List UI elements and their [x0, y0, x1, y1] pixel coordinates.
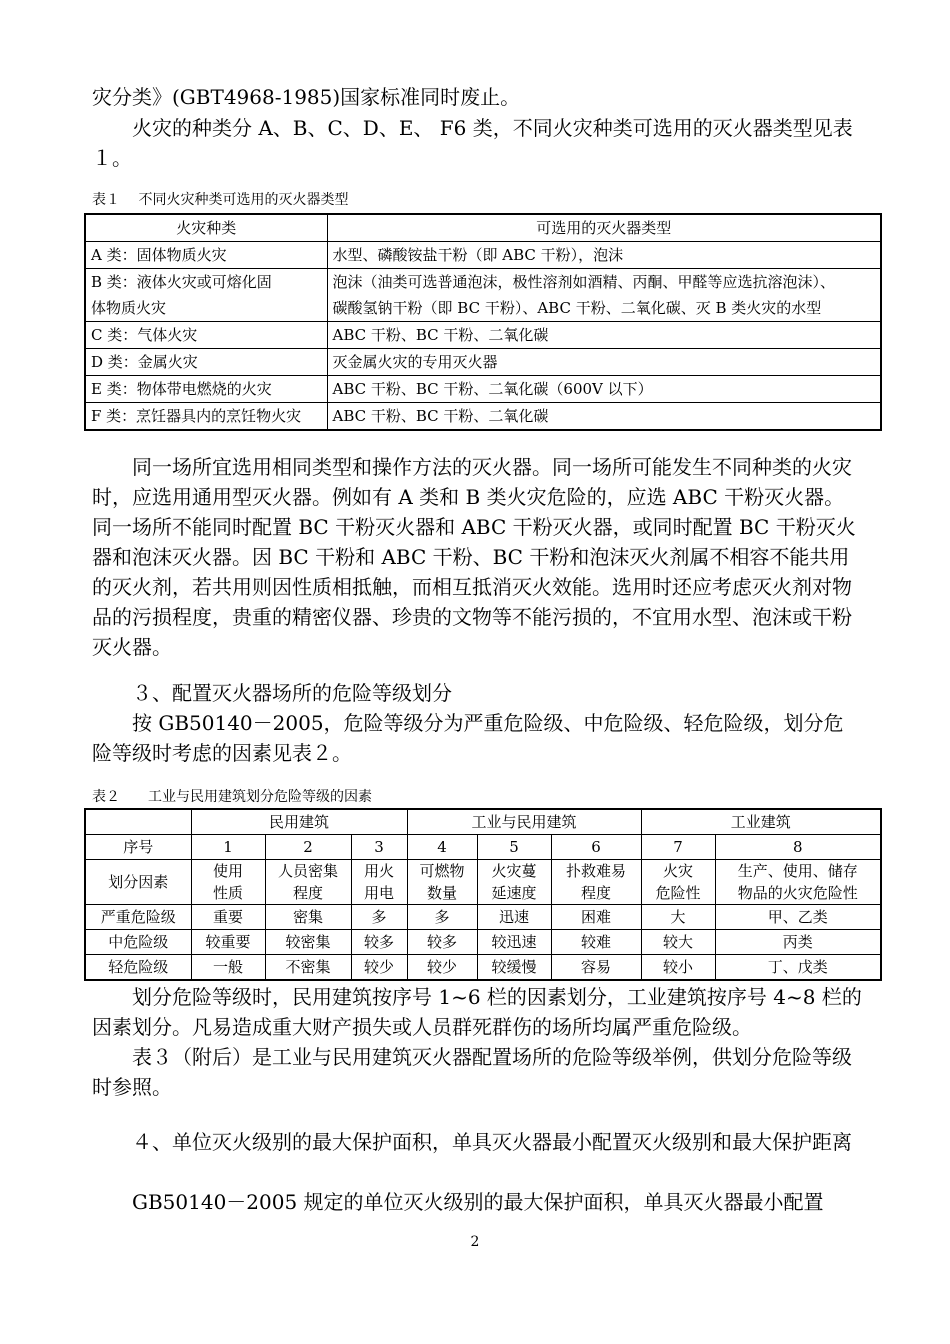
paragraph: 划分危险等级时，民用建筑按序号 1~6 栏的因素划分，工业建筑按序号 4~8 栏的因素划分。凡易造成重大财产损失或人员群死群伤的场所均属严重危险级。 [92, 985, 862, 1039]
factor-line: 程度 [580, 884, 611, 902]
factor-line: 使用 [212, 862, 243, 880]
factor-line: 生产、使用、储存 [737, 862, 858, 880]
table-cell: 甲、乙类 [715, 905, 881, 930]
table-cell: 碳酸氢钠干粉（即 BC 干粉）、ABC 干粉、二氧化碳、灭 B 类火灾的水型 [327, 295, 881, 322]
group-header: 工业与民用建筑 [407, 809, 641, 835]
group-header: 工业建筑 [641, 809, 881, 835]
level-name: 轻危险级 [85, 955, 191, 981]
paragraph: 表３（附后）是工业与民用建筑灭火器配置场所的危险等级举例，供划分危险等级时参照。 [92, 1045, 852, 1099]
level-name: 严重危险级 [85, 905, 191, 930]
table-seq-row [85, 835, 881, 860]
table-cell: 多 [407, 905, 477, 930]
table-cell: ABC 干粉、BC 干粉、二氧化碳 [327, 322, 881, 349]
table1-caption: 表１ 不同火灾种类可选用的灭火器类型 [92, 192, 349, 208]
row-label: 划分因素 [85, 860, 191, 905]
table-cell: C 类：气体火灾 [85, 322, 327, 349]
factor-line: 性质 [212, 884, 243, 902]
table-row [85, 403, 881, 431]
table-factor-row [85, 860, 881, 905]
factor-line: 火灾蔓 [491, 862, 537, 880]
table-cell: 灭金属火灾的专用灭火器 [327, 349, 881, 376]
table-cell: D 类：金属火灾 [85, 349, 327, 376]
factor-line: 人员密集 [277, 862, 338, 880]
factor-line: 危险性 [655, 884, 701, 902]
table-cell: 较重要 [191, 930, 265, 955]
factor-cell [191, 860, 265, 905]
seq-cell: 7 [641, 835, 715, 860]
table-cell: ABC 干粉、BC 干粉、二氧化碳（600V 以下） [327, 376, 881, 403]
factor-line: 物品的火灾危险性 [737, 884, 858, 902]
paragraph: 同一场所宜选用相同类型和操作方法的灭火器。同一场所可能发生不同种类的火灾时，应选用通用型灭火器。例如有 A 类和 B 类火灾危险的，应选 ABC 干粉灭火器。同一场所不能同时配置 BC 干粉灭火器和 ABC 干粉灭火器，或同时配置 BC 干粉灭火器和泡沫灭火器。因 BC 干粉和 ABC 干粉、BC 干粉和泡沫灭火剂属不相容不能共用的灭火剂，若共用则因性质相抵触，而相互抵消灭火效能。选用时还应考虑灭火剂对物品的污损程度，贵重的精密仪器、珍贵的文物等不能污损的，不宜用水型、泡沫或干粉灭火器。 [92, 455, 856, 659]
table-cell [85, 809, 191, 835]
table-cell: 一般 [191, 955, 265, 981]
table-row [85, 349, 881, 376]
table2 [84, 808, 882, 981]
table-row [85, 930, 881, 955]
table1 [84, 213, 882, 431]
table-cell: 困难 [551, 905, 641, 930]
table-row [85, 905, 881, 930]
table-cell: 丁、戊类 [715, 955, 881, 981]
paragraph: GB50140－2005 规定的单位灭火级别的最大保护面积，单具灭火器最小配置 [132, 1190, 824, 1214]
table-group-row [85, 809, 881, 835]
table-header-row [85, 214, 881, 242]
factor-cell [351, 860, 407, 905]
seq-cell: 6 [551, 835, 641, 860]
table-cell: 泡沫（油类可选普通泡沫，极性溶剂如酒精、丙酮、甲醛等应选抗溶泡沫）、 [327, 269, 881, 296]
table-cell: 较多 [407, 930, 477, 955]
table-cell: 较少 [351, 955, 407, 981]
table-cell: 水型、磷酸铵盐干粉（即 ABC 干粉），泡沫 [327, 242, 881, 269]
table-cell: A 类：固体物质火灾 [85, 242, 327, 269]
factor-cell [715, 860, 881, 905]
seq-cell: 8 [715, 835, 881, 860]
table-row [85, 322, 881, 349]
seq-cell: 4 [407, 835, 477, 860]
factor-line: 数量 [426, 884, 457, 902]
table-cell: 迅速 [477, 905, 551, 930]
table-cell: 体物质火灾 [85, 295, 327, 322]
factor-cell [265, 860, 351, 905]
table-cell: 较缓慢 [477, 955, 551, 981]
table-cell: E 类：物体带电燃烧的火灾 [85, 376, 327, 403]
table-header: 火灾种类 [85, 214, 327, 242]
table-cell: 较密集 [265, 930, 351, 955]
table-cell: 不密集 [265, 955, 351, 981]
table-cell: 大 [641, 905, 715, 930]
section-heading: ４、单位灭火级别的最大保护面积，单具灭火器最小配置灭火级别和最大保护距离 [132, 1130, 852, 1154]
level-name: 中危险级 [85, 930, 191, 955]
table-cell: ABC 干粉、BC 干粉、二氧化碳 [327, 403, 881, 431]
table-cell: 重要 [191, 905, 265, 930]
table-header: 可选用的灭火器类型 [327, 214, 881, 242]
table-cell: 较多 [351, 930, 407, 955]
table-cell: B 类：液体火灾或可熔化固 [85, 269, 327, 296]
seq-cell: 3 [351, 835, 407, 860]
table-row [85, 242, 881, 269]
table-cell: 丙类 [715, 930, 881, 955]
factor-cell [477, 860, 551, 905]
group-header: 民用建筑 [191, 809, 407, 835]
table-cell: 密集 [265, 905, 351, 930]
table-row [85, 376, 881, 403]
factor-line: 扑救难易 [565, 862, 626, 880]
table2-caption: 表２ 工业与民用建筑划分危险等级的因素 [92, 789, 372, 805]
table-cell: 较迅速 [477, 930, 551, 955]
factor-cell [641, 860, 715, 905]
table-cell: 较大 [641, 930, 715, 955]
table-cell: 较少 [407, 955, 477, 981]
table-cell: F 类：烹饪器具内的烹饪物火灾 [85, 403, 327, 431]
factor-line: 可燃物 [419, 862, 465, 880]
factor-line: 延速度 [491, 884, 537, 902]
paragraph: 按 GB50140－2005，危险等级分为严重危险级、中危险级、轻危险级，划分危险等级时考虑的因素见表２。 [92, 711, 844, 765]
table-row [85, 295, 881, 322]
section-heading: ３、配置灭火器场所的危险等级划分 [132, 681, 452, 705]
factor-line: 火灾 [662, 862, 693, 880]
table-row [85, 955, 881, 981]
factor-cell [551, 860, 641, 905]
factor-line: 程度 [292, 884, 323, 902]
table-cell: 容易 [551, 955, 641, 981]
row-label: 序号 [85, 835, 191, 860]
factor-cell [407, 860, 477, 905]
seq-cell: 1 [191, 835, 265, 860]
paragraph: 灾分类》(GBT4968-1985)国家标准同时废止。 [92, 85, 521, 109]
factor-line: 用电 [363, 884, 394, 902]
seq-cell: 2 [265, 835, 351, 860]
table-cell: 较小 [641, 955, 715, 981]
table-row [85, 269, 881, 296]
factor-line: 用火 [363, 862, 394, 880]
table-cell: 较难 [551, 930, 641, 955]
seq-cell: 5 [477, 835, 551, 860]
table-cell: 多 [351, 905, 407, 930]
page-number: 2 [470, 1234, 480, 1250]
paragraph: 火灾的种类分 A、B、C、D、E、 F6 类，不同火灾种类可选用的灭火器类型见表１。 [92, 116, 853, 170]
